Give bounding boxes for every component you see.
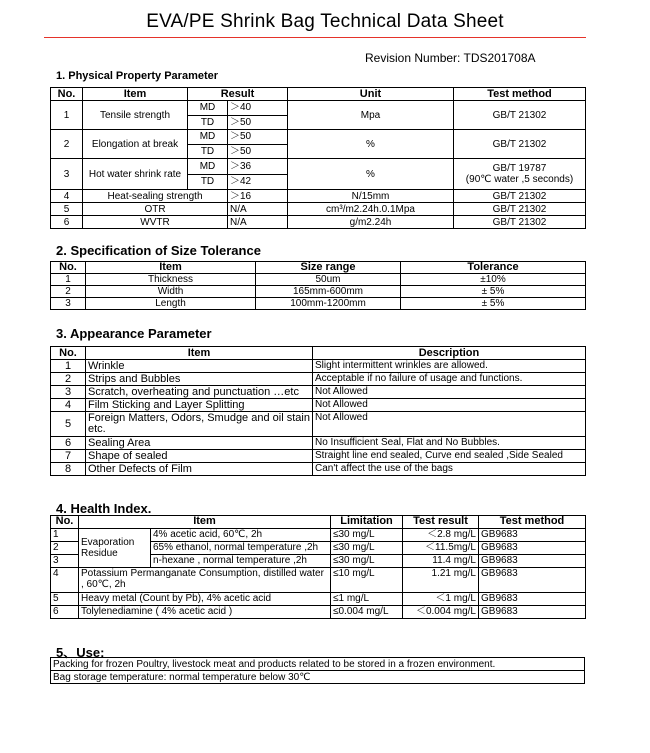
header-test-method: Test method xyxy=(479,516,586,529)
cell-no: 2 xyxy=(51,373,86,386)
header-no: No. xyxy=(51,88,83,101)
cell-item: Tensile strength xyxy=(83,101,188,130)
cell-no: 5 xyxy=(51,412,86,437)
cell-no: 6 xyxy=(51,437,86,450)
use-line xyxy=(51,658,585,671)
physical-property-table xyxy=(50,87,586,229)
section-3-heading: 3. Appearance Parameter xyxy=(56,326,212,341)
section-5-heading: 5、Use: xyxy=(56,645,105,660)
table-row xyxy=(51,412,586,437)
table-row xyxy=(51,529,586,542)
cell-item: WVTR xyxy=(83,216,228,229)
header-description: Description xyxy=(313,347,586,360)
cell-direction: MD xyxy=(188,159,228,175)
cell-no: 1 xyxy=(51,360,86,373)
document-title: EVA/PE Shrink Bag Technical Data Sheet xyxy=(146,11,504,32)
cell-method xyxy=(454,159,586,190)
cell-item: Strips and Bubbles xyxy=(86,373,313,386)
cell-unit: % xyxy=(288,159,454,190)
cell-item: Shape of sealed xyxy=(86,450,313,463)
cell-result: ＞50 xyxy=(228,115,288,130)
cell-description: No Insufficient Seal, Flat and No Bubbles. xyxy=(313,437,586,450)
cell-direction: TD xyxy=(188,115,228,130)
cell-no: 3 xyxy=(51,159,83,190)
method-line-1: GB/T 19787 xyxy=(492,163,547,174)
cell-test-method: GB9683 xyxy=(479,555,586,568)
section-2-heading: 2. Specification of Size Tolerance xyxy=(56,243,261,258)
table-row xyxy=(51,463,586,476)
cell-no: 4 xyxy=(51,568,79,593)
table-row xyxy=(51,568,586,593)
cell-method: GB/T 21302 xyxy=(454,130,586,159)
cell-no: 4 xyxy=(51,190,83,203)
table-row xyxy=(51,386,586,399)
cell-item: Sealing Area xyxy=(86,437,313,450)
table-row xyxy=(51,606,586,619)
cell-item: Width xyxy=(86,286,256,298)
revision-number: Revision Number: TDS201708A xyxy=(365,51,536,65)
cell-limitation: ≤1 mg/L xyxy=(331,593,403,606)
cell-result: ＞36 xyxy=(228,159,288,175)
cell-result: ＞40 xyxy=(228,101,288,116)
cell-result: N/A xyxy=(228,216,288,229)
cell-no: 4 xyxy=(51,399,86,412)
cell-no: 1 xyxy=(51,529,79,542)
table-row xyxy=(51,101,586,116)
cell-direction: TD xyxy=(188,144,228,159)
header-no: No. xyxy=(51,516,79,529)
cell-item: Scratch, overheating and punctuation …etc xyxy=(86,386,313,399)
cell-no: 6 xyxy=(51,606,79,619)
cell-limitation: ≤0.004 mg/L xyxy=(331,606,403,619)
cell-no: 5 xyxy=(51,203,83,216)
cell-item: Length xyxy=(86,298,256,310)
header-item: Item xyxy=(79,516,331,529)
cell-no: 2 xyxy=(51,130,83,159)
cell-direction: MD xyxy=(188,101,228,116)
cell-item: Heat-sealing strength xyxy=(83,190,228,203)
cell-no: 5 xyxy=(51,593,79,606)
title-divider xyxy=(44,37,586,38)
cell-test-result: ＜1 mg/L xyxy=(403,593,479,606)
section-4-heading: 4. Health Index. xyxy=(56,501,152,516)
use-text: Packing for frozen Poultry, livestock meat and products related to be stored in a frozen environment. xyxy=(51,658,585,671)
table-row xyxy=(51,130,586,145)
table-row xyxy=(51,203,586,216)
cell-test-method: GB9683 xyxy=(479,529,586,542)
table-header-row xyxy=(51,347,586,360)
header-item: Item xyxy=(83,88,188,101)
cell-method: GB/T 21302 xyxy=(454,101,586,130)
cell-no: 8 xyxy=(51,463,86,476)
cell-unit: % xyxy=(288,130,454,159)
table-row xyxy=(51,274,586,286)
cell-description: Straight line end sealed, Curve end sealed ,Side Sealed xyxy=(313,450,586,463)
cell-item: Film Sticking and Layer Splitting xyxy=(86,399,313,412)
cell-test-result: 1.21 mg/L xyxy=(403,568,479,593)
cell-test-method: GB9683 xyxy=(479,568,586,593)
cell-test-method: GB9683 xyxy=(479,542,586,555)
cell-item: Potassium Permanganate Consumption, distilled water , 60℃, 2h xyxy=(79,568,331,593)
table-header-row xyxy=(51,88,586,101)
cell-result: ＞16 xyxy=(228,190,288,203)
cell-tolerance: ± 5% xyxy=(401,298,586,310)
method-line-2: (90℃ water ,5 seconds) xyxy=(465,174,574,185)
table-row xyxy=(51,373,586,386)
appearance-table xyxy=(50,346,586,476)
section-1-heading: 1. Physical Property Parameter xyxy=(56,70,219,82)
cell-unit: g/m2.24h xyxy=(288,216,454,229)
header-size-range: Size range xyxy=(256,262,401,274)
cell-test-result: ＜0.004 mg/L xyxy=(403,606,479,619)
table-row xyxy=(51,450,586,463)
cell-description: Not Allowed xyxy=(313,412,586,437)
size-tolerance-table xyxy=(50,261,586,310)
cell-item: Heavy metal (Count by Pb), 4% acetic acid xyxy=(79,593,331,606)
cell-unit: cm³/m2.24h.0.1Mpa xyxy=(288,203,454,216)
table-row xyxy=(51,360,586,373)
cell-no: 1 xyxy=(51,101,83,130)
cell-no: 2 xyxy=(51,286,86,298)
cell-size-range: 100mm-1200mm xyxy=(256,298,401,310)
health-index-table xyxy=(50,515,586,619)
cell-item: Tolylenediamine ( 4% acetic acid ) xyxy=(79,606,331,619)
cell-item: Foreign Matters, Odors, Smudge and oil stain etc. xyxy=(86,412,313,437)
header-no: No. xyxy=(51,262,86,274)
cell-test-method: GB9683 xyxy=(479,593,586,606)
table-row xyxy=(51,298,586,310)
cell-item: Other Defects of Film xyxy=(86,463,313,476)
cell-unit: Mpa xyxy=(288,101,454,130)
cell-direction: TD xyxy=(188,174,228,190)
cell-unit: N/15mm xyxy=(288,190,454,203)
cell-no: 6 xyxy=(51,216,83,229)
cell-item: OTR xyxy=(83,203,228,216)
cell-item: 4% acetic acid, 60℃, 2h xyxy=(151,529,331,542)
cell-method: GB/T 21302 xyxy=(454,216,586,229)
cell-limitation: ≤30 mg/L xyxy=(331,529,403,542)
table-row xyxy=(51,216,586,229)
cell-size-range: 165mm-600mm xyxy=(256,286,401,298)
cell-item: Hot water shrink rate xyxy=(83,159,188,190)
cell-description: Not Allowed xyxy=(313,386,586,399)
cell-item: n-hexane , normal temperature ,2h xyxy=(151,555,331,568)
cell-result: N/A xyxy=(228,203,288,216)
cell-description: Acceptable if no failure of usage and functions. xyxy=(313,373,586,386)
cell-direction: MD xyxy=(188,130,228,145)
cell-description: Not Allowed xyxy=(313,399,586,412)
table-row xyxy=(51,437,586,450)
header-test-result: Test result xyxy=(403,516,479,529)
cell-method: GB/T 21302 xyxy=(454,203,586,216)
cell-test-result: ＜2.8 mg/L xyxy=(403,529,479,542)
cell-size-range: 50um xyxy=(256,274,401,286)
cell-item: 65% ethanol, normal temperature ,2h xyxy=(151,542,331,555)
header-limitation: Limitation xyxy=(331,516,403,529)
table-row xyxy=(51,399,586,412)
cell-description: Can't affect the use of the bags xyxy=(313,463,586,476)
cell-result: ＞50 xyxy=(228,144,288,159)
header-item: Item xyxy=(86,347,313,360)
cell-test-result: 11.4 mg/L xyxy=(403,555,479,568)
table-row xyxy=(51,159,586,175)
cell-item: Thickness xyxy=(86,274,256,286)
cell-item: Wrinkle xyxy=(86,360,313,373)
cell-limitation: ≤30 mg/L xyxy=(331,555,403,568)
cell-result: ＞42 xyxy=(228,174,288,190)
header-tolerance: Tolerance xyxy=(401,262,586,274)
use-box xyxy=(50,657,585,684)
cell-item: Elongation at break xyxy=(83,130,188,159)
header-test-method: Test method xyxy=(454,88,586,101)
header-item: Item xyxy=(86,262,256,274)
table-header-row xyxy=(51,516,586,529)
header-result: Result xyxy=(188,88,288,101)
cell-limitation: ≤10 mg/L xyxy=(331,568,403,593)
cell-no: 3 xyxy=(51,298,86,310)
storage-text: Bag storage temperature: normal temperature below 30℃ xyxy=(51,671,585,684)
cell-tolerance: ±10% xyxy=(401,274,586,286)
cell-no: 7 xyxy=(51,450,86,463)
table-header-row xyxy=(51,262,586,274)
cell-test-method: GB9683 xyxy=(479,606,586,619)
table-row xyxy=(51,593,586,606)
header-unit: Unit xyxy=(288,88,454,101)
cell-description: Slight intermittent wrinkles are allowed. xyxy=(313,360,586,373)
cell-no: 3 xyxy=(51,555,79,568)
cell-tolerance: ± 5% xyxy=(401,286,586,298)
cell-result: ＞50 xyxy=(228,130,288,145)
cell-limitation: ≤30 mg/L xyxy=(331,542,403,555)
cell-no: 1 xyxy=(51,274,86,286)
table-row xyxy=(51,190,586,203)
cell-evaporation-residue: Evaporation Residue xyxy=(79,529,151,568)
header-no: No. xyxy=(51,347,86,360)
cell-no: 2 xyxy=(51,542,79,555)
table-row xyxy=(51,286,586,298)
cell-test-result: ＜11.5mg/L xyxy=(403,542,479,555)
use-line xyxy=(51,671,585,684)
cell-no: 3 xyxy=(51,386,86,399)
cell-method: GB/T 21302 xyxy=(454,190,586,203)
